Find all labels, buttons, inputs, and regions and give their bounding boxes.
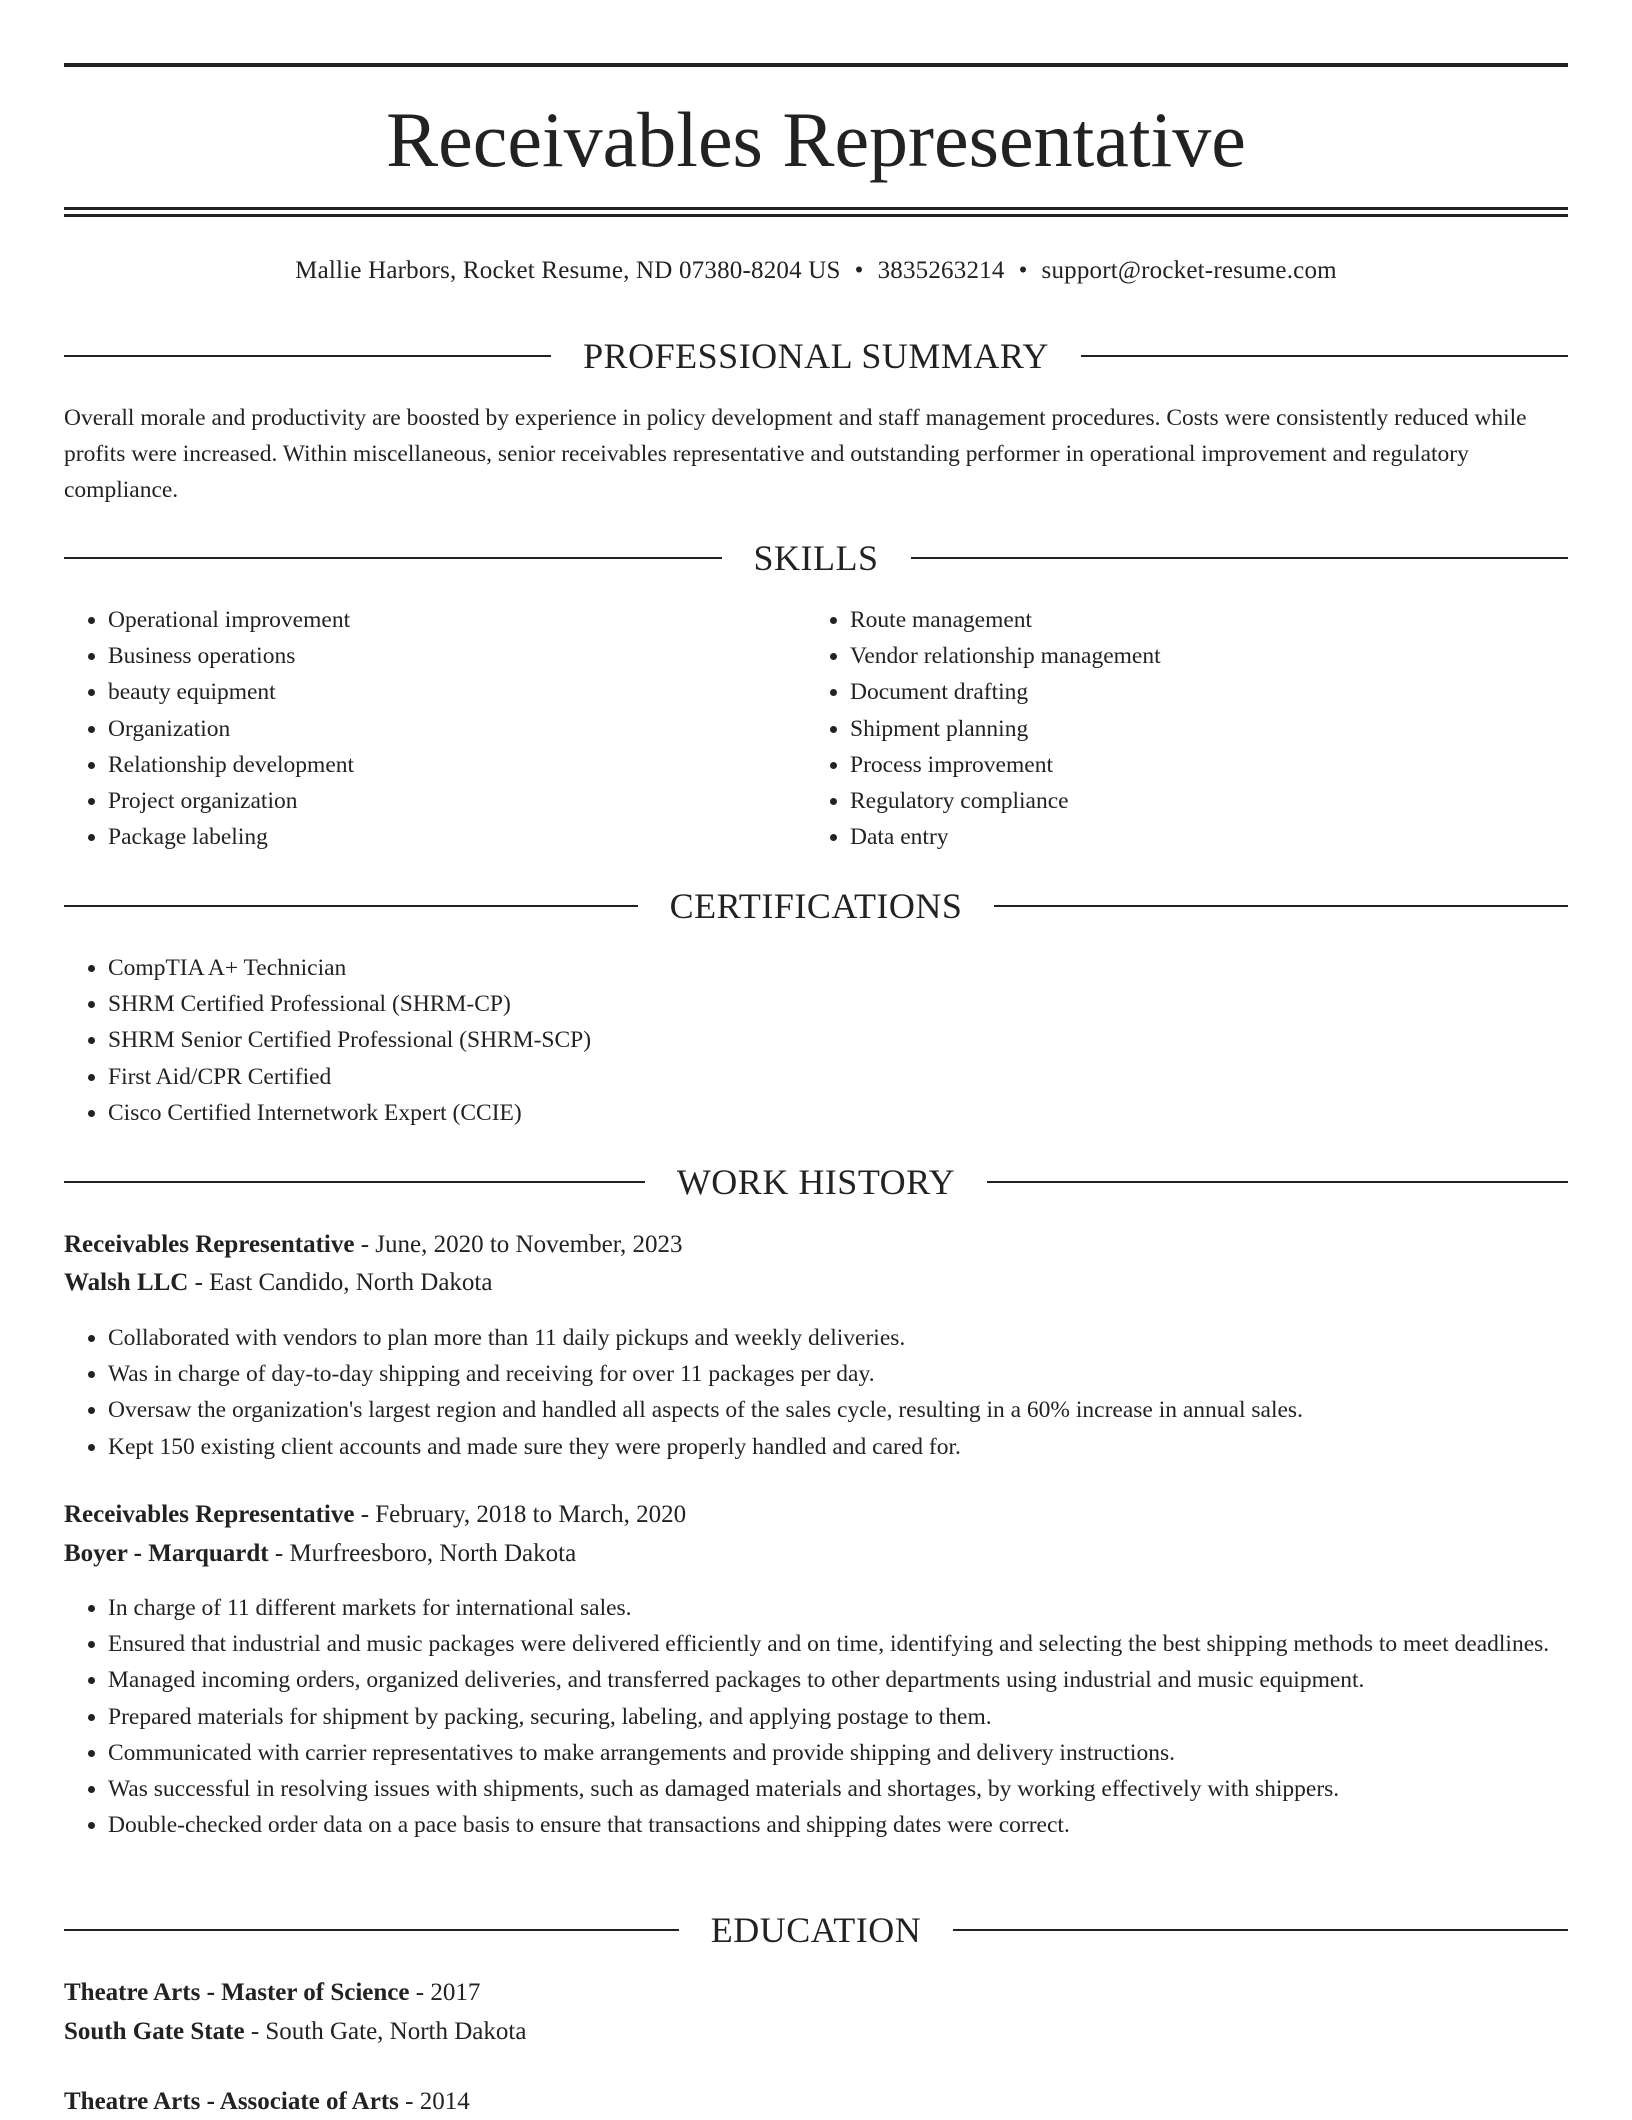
education-degree-line — [64, 2084, 1568, 2120]
skill-item: • Process improvement — [850, 747, 1590, 783]
job-bullet: • Managed incoming orders, organized deliveries, and transferred packages to other departments using industrial and music equipment. — [108, 1662, 1608, 1698]
job-location: - East Candido, North Dakota — [188, 1269, 493, 1296]
education-year: - 2017 — [409, 1979, 481, 2006]
education-degree: Theatre Arts - Associate of Arts — [64, 2088, 399, 2115]
education-year: - 2014 — [398, 2088, 470, 2115]
job-dates: - February, 2018 to March, 2020 — [354, 1501, 687, 1528]
section-title: EDUCATION — [710, 1910, 922, 1950]
section-title: PROFESSIONAL SUMMARY — [583, 336, 1049, 376]
job-bullet: • Kept 150 existing client accounts and made sure they were properly handled and cared for. — [108, 1429, 1568, 1465]
skill-item: • Vendor relationship management — [850, 638, 1590, 674]
skill-item: • Relationship development — [108, 747, 788, 783]
heading-rule — [64, 355, 551, 357]
skill-item: • Document drafting — [850, 674, 1590, 710]
job-company-line — [64, 1265, 1568, 1301]
skills-list-right — [806, 602, 1590, 855]
skill-item: • Operational improvement — [108, 602, 788, 638]
section-heading-summary — [64, 334, 1568, 378]
education-degree: Theatre Arts - Master of Science — [64, 1979, 410, 2006]
heading-rule — [64, 1929, 679, 1931]
heading-rule — [987, 1181, 1568, 1183]
section-heading-certifications — [64, 884, 1568, 928]
education-school-line — [64, 2014, 1568, 2050]
job-dates: - June, 2020 to November, 2023 — [354, 1231, 683, 1258]
job-bullet: • Was successful in resolving issues with shipments, such as damaged materials and shortages, by working effectively with shippers. — [108, 1771, 1608, 1807]
skill-item: • Regulatory compliance — [850, 783, 1590, 819]
certification-item: • Cisco Certified Internetwork Expert (CCIE) — [108, 1095, 1568, 1131]
skill-item: • Shipment planning — [850, 711, 1590, 747]
job-bullet: • In charge of 11 different markets for international sales. — [108, 1590, 1608, 1626]
certifications-list — [64, 950, 1568, 1131]
summary-text: Overall morale and productivity are boosted by experience in policy development and staff management procedures. Costs were consistently reduced while profits were increased. Within miscellaneous, senior receivables representative and outstanding performer in operational improvement and regulatory compliance. — [64, 405, 1527, 503]
education-degree-line — [64, 1975, 1568, 2011]
job-company-line — [64, 1536, 1568, 1572]
section-title: SKILLS — [753, 538, 879, 578]
skill-item: • Project organization — [108, 783, 788, 819]
section-title: WORK HISTORY — [676, 1162, 956, 1202]
heading-rule — [64, 905, 638, 907]
education-school: South Gate State — [64, 2018, 245, 2045]
section-heading-skills — [64, 536, 1568, 580]
certification-item: • CompTIA A+ Technician — [108, 950, 1568, 986]
header-double-rule — [64, 207, 1568, 217]
certification-item: • SHRM Senior Certified Professional (SHRM-SCP) — [108, 1022, 1568, 1058]
job-role: Receivables Representative — [64, 1501, 355, 1528]
certification-item: • First Aid/CPR Certified — [108, 1059, 1568, 1095]
heading-rule — [64, 557, 722, 559]
job-company: Boyer - Marquardt — [64, 1540, 269, 1567]
job-bullet: • Oversaw the organization's largest region and handled all aspects of the sales cycle, resulting in a 60% increase in annual sales. — [108, 1392, 1568, 1428]
job-location: - Murfreesboro, North Dakota — [268, 1540, 577, 1567]
heading-rule — [994, 905, 1568, 907]
skill-item: • Data entry — [850, 819, 1590, 855]
job-bullet: • Prepared materials for shipment by packing, securing, labeling, and applying postage to them. — [108, 1699, 1608, 1735]
skill-item: • Organization — [108, 711, 788, 747]
contact-phone: 3835263214 — [877, 257, 1005, 284]
job-title-line — [64, 1497, 1568, 1533]
heading-rule — [911, 557, 1569, 559]
job-title-line — [64, 1227, 1568, 1263]
resume-title: Receivables Representative — [386, 96, 1246, 183]
education-location: - South Gate, North Dakota — [244, 2018, 527, 2045]
skill-item: • beauty equipment — [108, 674, 788, 710]
contact-line — [64, 254, 1568, 288]
contact-separator: • — [1018, 257, 1028, 284]
job-bullets — [64, 1320, 1568, 1465]
contact-email: support@rocket-resume.com — [1041, 257, 1337, 284]
header-top-rule — [64, 63, 1568, 67]
job-company: Walsh LLC — [64, 1269, 189, 1296]
job-bullet: • Double-checked order data on a pace basis to ensure that transactions and shipping dates were correct. — [108, 1807, 1608, 1843]
contact-address: Mallie Harbors, Rocket Resume, ND 07380-8204 US — [295, 257, 841, 284]
job-role: Receivables Representative — [64, 1231, 355, 1258]
contact-separator: • — [854, 257, 864, 284]
heading-rule — [64, 1181, 645, 1183]
skills-list-left — [64, 602, 788, 855]
job-bullet: • Communicated with carrier representatives to make arrangements and provide shipping and delivery instructions. — [108, 1735, 1608, 1771]
section-title: CERTIFICATIONS — [669, 886, 963, 926]
section-heading-work-history — [64, 1160, 1568, 1204]
skill-item: • Business operations — [108, 638, 788, 674]
job-bullets — [64, 1590, 1608, 1843]
job-bullet: • Ensured that industrial and music packages were delivered efficiently and on time, identifying and selecting the best shipping methods to meet deadlines. — [108, 1626, 1608, 1662]
job-bullet: • Collaborated with vendors to plan more than 11 daily pickups and weekly deliveries. — [108, 1320, 1568, 1356]
job-bullet: • Was in charge of day-to-day shipping and receiving for over 11 packages per day. — [108, 1356, 1568, 1392]
skill-item: • Route management — [850, 602, 1590, 638]
heading-rule — [1081, 355, 1568, 357]
certification-item: • SHRM Certified Professional (SHRM-CP) — [108, 986, 1568, 1022]
heading-rule — [953, 1929, 1568, 1931]
section-heading-education — [64, 1908, 1568, 1952]
skill-item: • Package labeling — [108, 819, 788, 855]
